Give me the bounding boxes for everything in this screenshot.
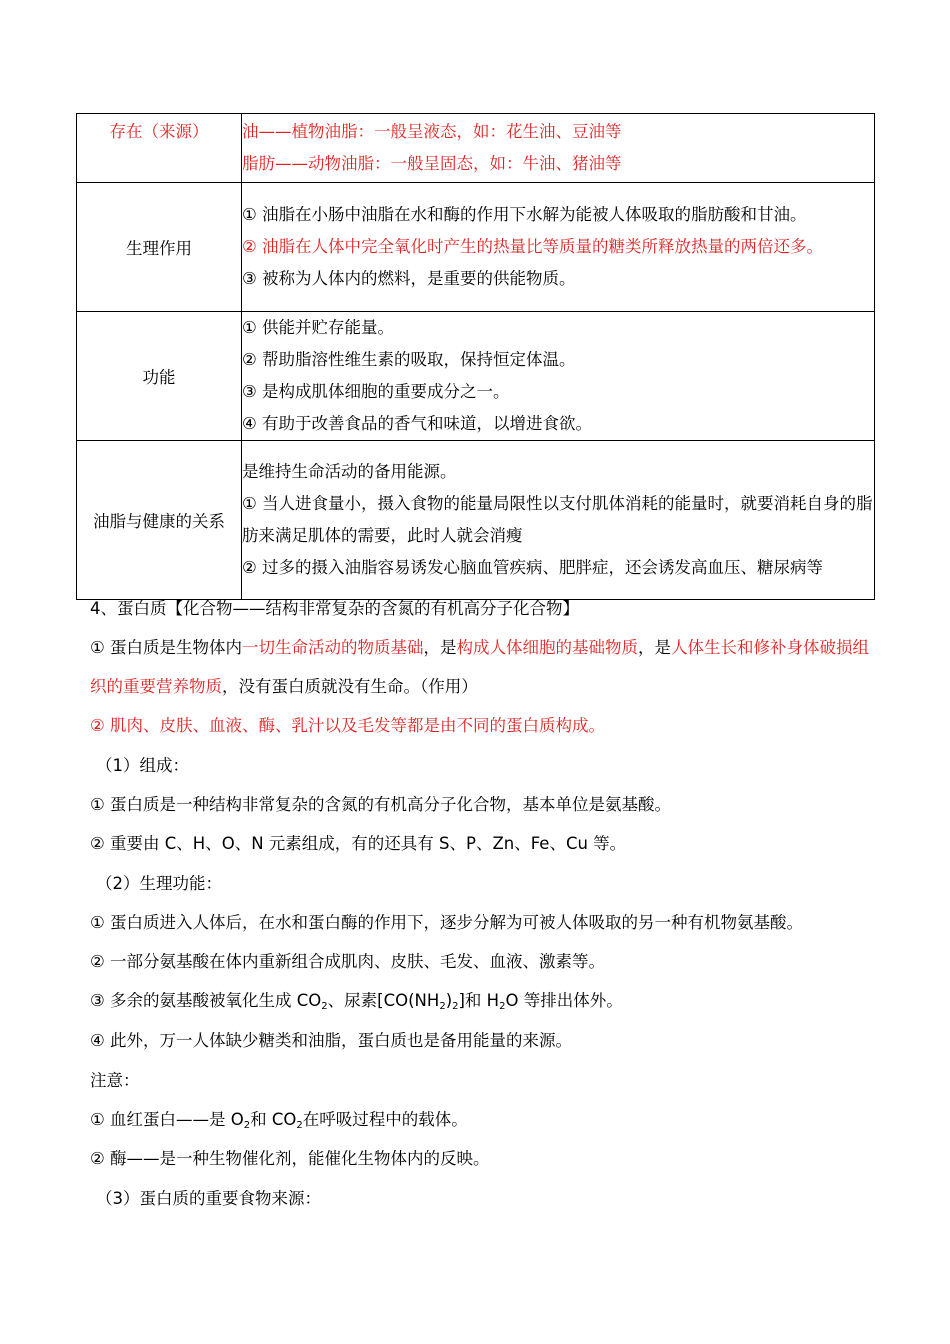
composition-item-2: ② 重要由 C、H、O、N 元素组成，有的还具有 S、P、Zn、Fe、Cu 等。 — [90, 834, 627, 853]
text-span: ，没有蛋白质就没有生命。（作用） — [222, 677, 478, 696]
emphasis-span: 人体生长和修补身体破损组织的重要营养物质 — [90, 638, 870, 696]
emphasis-span: 一切生命活动的物质基础 — [242, 638, 424, 657]
text-span: ，是 — [423, 638, 457, 657]
row-line: ② 过多的摄入油脂容易诱发心脑血管疾病、肥胖症，还会诱发高血压、糖尿病等 — [242, 558, 824, 577]
row-head-source: 存在（来源） — [77, 114, 242, 183]
text-span: 在呼吸过程中的载体。 — [302, 1110, 468, 1129]
subscript: 2 — [243, 1120, 251, 1131]
row-line: 是维持生命活动的备用能源。 — [242, 462, 457, 481]
emphasis-span: 构成人体细胞的基础物质 — [456, 638, 639, 657]
function-item-2: ② 一部分氨基酸在体内重新组合成肌肉、皮肤、毛发、血液、激素等。 — [90, 952, 606, 971]
text-span: 和 CO — [250, 1110, 297, 1129]
text-span: ① 血红蛋白——是 O — [90, 1110, 244, 1129]
row-head-health: 油脂与健康的关系 — [77, 441, 242, 600]
function-item-1: ① 蛋白质进入人体后，在水和蛋白酶的作用下，逐步分解为可被人体吸取的另一种有机物氨基酸。 — [90, 913, 804, 932]
row-head-function: 功能 — [77, 312, 242, 441]
function-item-4: ④ 此外，万一人体缺少糖类和油脂，蛋白质也是备用能量的来源。 — [90, 1031, 573, 1050]
subscript: 2 — [499, 1001, 506, 1012]
subscript: 2 — [452, 1001, 459, 1012]
subscript: 2 — [321, 1001, 328, 1012]
row-body-source — [242, 114, 875, 183]
text-span: O 等排出体外。 — [505, 991, 623, 1010]
row-line: ② 帮助脂溶性维生素的吸取，保持恒定体温。 — [242, 350, 576, 369]
text-span: ]和 H — [458, 991, 500, 1010]
table-row — [77, 312, 875, 441]
row-head-physiology: 生理作用 — [77, 183, 242, 312]
note-item-1 — [90, 1110, 468, 1136]
fat-table — [76, 113, 875, 600]
row-line: 油——植物油脂：一般呈液态，如：花生油、豆油等 — [242, 122, 622, 141]
composition-title: （1）组成： — [96, 756, 189, 775]
row-line: ③ 是构成肌体细胞的重要成分之一。 — [242, 382, 510, 401]
protein-paragraph-1 — [90, 628, 870, 706]
composition-item-1: ① 蛋白质是一种结构非常复杂的含氮的有机高分子化合物，基本单位是氨基酸。 — [90, 795, 672, 814]
row-body-physiology — [242, 183, 875, 312]
row-line: ① 供能并贮存能量。 — [242, 318, 395, 337]
table-row — [77, 441, 875, 600]
text-span: ，是 — [638, 638, 672, 657]
row-body-health — [242, 441, 875, 600]
row-line: ③ 被称为人体内的燃料，是重要的供能物质。 — [242, 269, 576, 288]
text-span: ③ 多余的氨基酸被氧化生成 CO — [90, 991, 322, 1010]
function-title: （2）生理功能： — [96, 874, 222, 893]
subscript: 2 — [296, 1120, 303, 1131]
table-row — [77, 183, 875, 312]
table-row — [77, 114, 875, 183]
row-line: ④ 有助于改善食品的香气和味道，以增进食欲。 — [242, 414, 593, 433]
row-body-function — [242, 312, 875, 441]
row-line: ① 当人进食量小，摄入食物的能量局限性以支付肌体消耗的能量时，就要消耗自身的脂肪来满足肌体的需要，此时人就会消瘦 — [242, 494, 873, 545]
row-line: ② 油脂在人体中完全氧化时产生的热量比等质量的糖类所释放热量的两倍还多。 — [242, 237, 824, 256]
text-span: 、尿素[CO(NH — [327, 991, 440, 1010]
text-span: ① 蛋白质是生物体内 — [90, 638, 243, 657]
section-heading: 4、蛋白质【化合物——结构非常复杂的含氮的有机高分子化合物】 — [90, 599, 579, 618]
row-line: ① 油脂在小肠中油脂在水和酶的作用下水解为能被人体吸取的脂肪酸和甘油。 — [242, 205, 807, 224]
note-item-2: ② 酶——是一种生物催化剂，能催化生物体内的反映。 — [90, 1149, 490, 1168]
row-line: 脂肪——动物油脂：一般呈固态，如：牛油、猪油等 — [242, 154, 622, 173]
function-item-3 — [90, 991, 623, 1017]
food-source-title: （3）蛋白质的重要食物来源： — [96, 1189, 321, 1208]
subscript: 2 — [439, 1001, 446, 1012]
text-span: ) — [445, 991, 453, 1010]
protein-paragraph-2: ② 肌肉、皮肤、血液、酶、乳汁以及毛发等都是由不同的蛋白质构成。 — [90, 716, 606, 735]
note-title: 注意： — [90, 1071, 140, 1090]
